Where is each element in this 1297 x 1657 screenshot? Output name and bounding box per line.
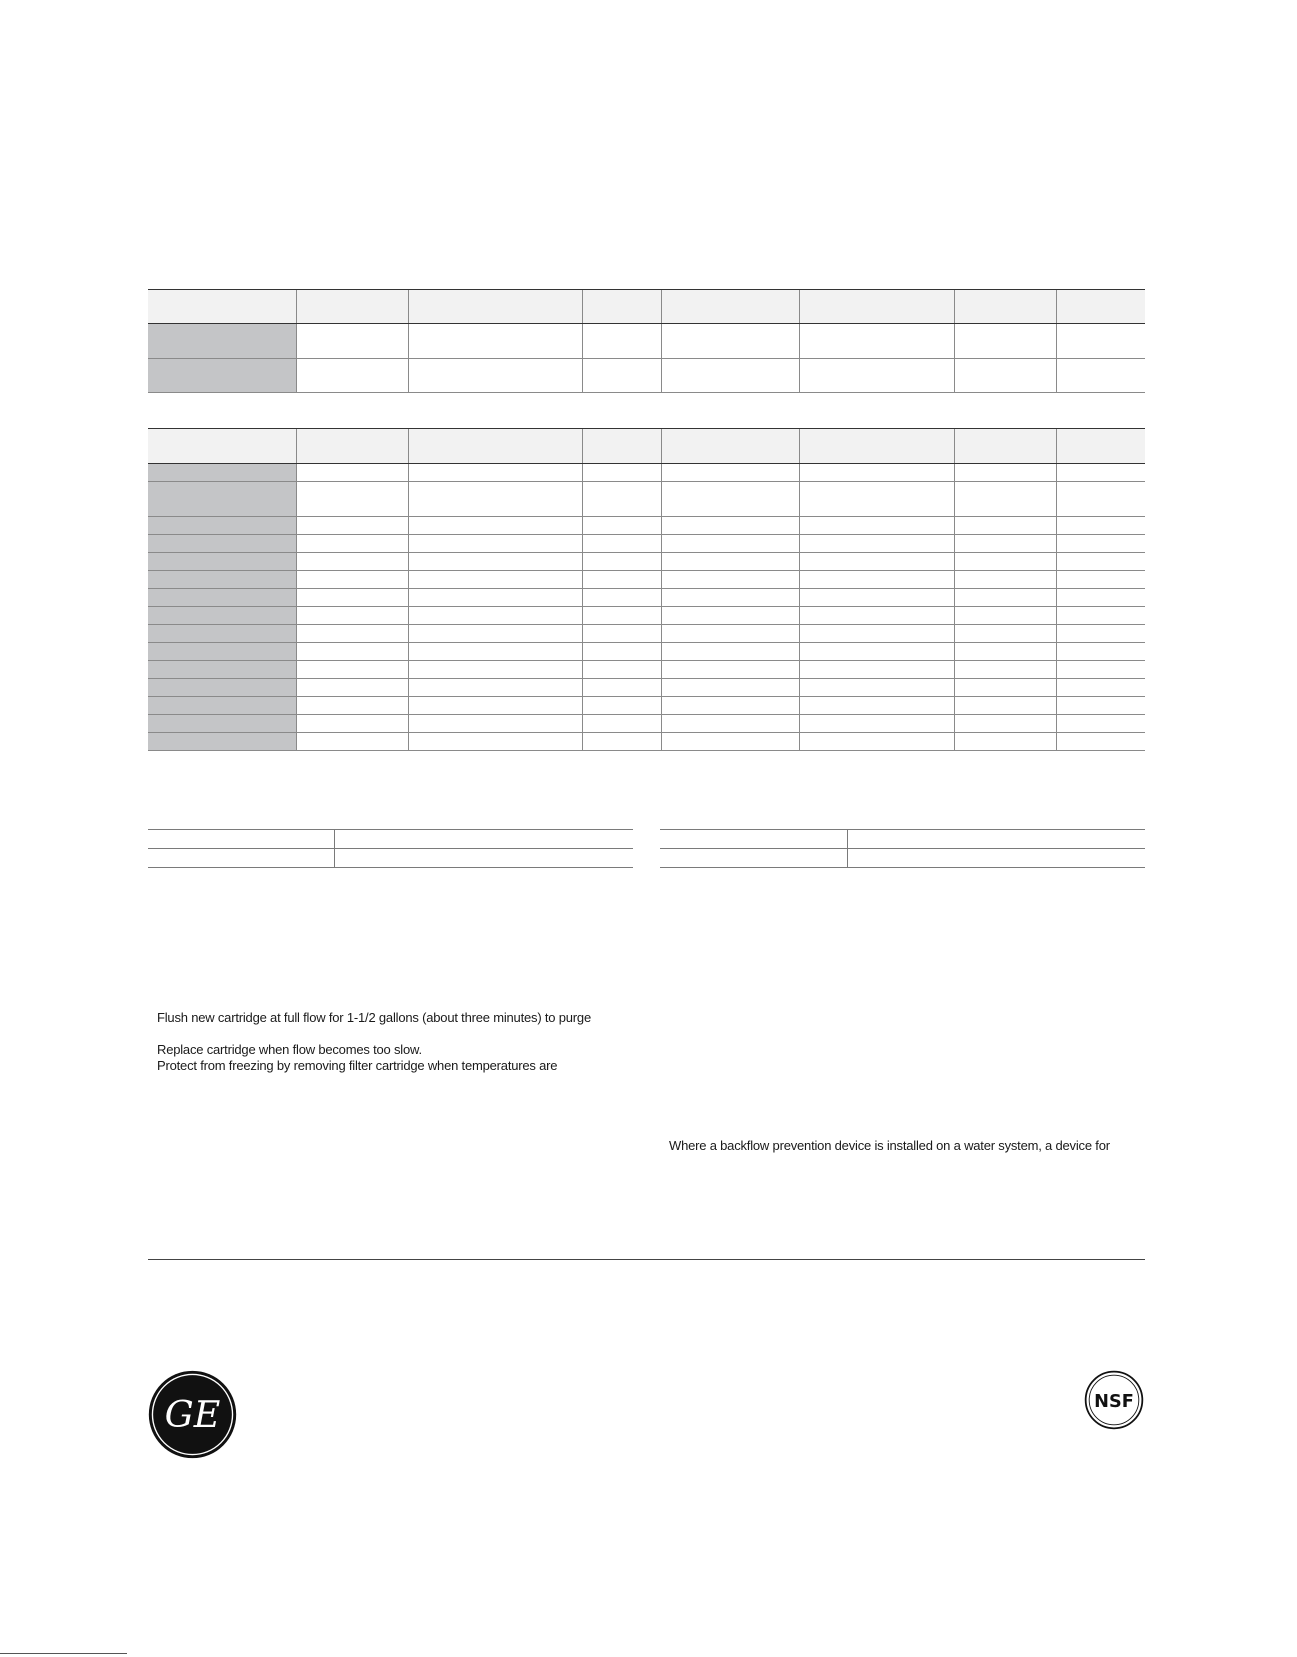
backflow-note: Where a backflow prevention device is installed on a water system, a device for xyxy=(669,1138,1110,1153)
table-row xyxy=(660,849,1145,868)
divider xyxy=(148,1259,1145,1260)
instruction-replace: Replace cartridge when flow becomes too slow. xyxy=(157,1042,422,1057)
table-row xyxy=(148,643,1145,661)
table-row xyxy=(148,482,1145,517)
ge-logo xyxy=(147,1369,238,1460)
table-row xyxy=(148,589,1145,607)
table-row xyxy=(148,733,1145,751)
table-row xyxy=(148,830,633,849)
table-header-row xyxy=(148,290,1145,324)
table-header-row xyxy=(148,429,1145,464)
instruction-flush: Flush new cartridge at full flow for 1-1/2 gallons (about three minutes) to purge xyxy=(157,1010,591,1025)
table-row xyxy=(148,535,1145,553)
table-row xyxy=(148,661,1145,679)
table-row xyxy=(148,464,1145,482)
table-row xyxy=(148,679,1145,697)
table-row xyxy=(148,359,1145,393)
performance-table-2 xyxy=(148,428,1145,751)
svg-text:NSF: NSF xyxy=(1094,1392,1134,1413)
table-row xyxy=(148,324,1145,359)
table-row xyxy=(148,697,1145,715)
table-row xyxy=(148,607,1145,625)
instruction-freeze: Protect from freezing by removing filter cartridge when temperatures are xyxy=(157,1058,558,1073)
table-row xyxy=(148,571,1145,589)
bottom-edge-fragment xyxy=(0,1653,127,1654)
table-row xyxy=(148,849,633,868)
table-row xyxy=(148,553,1145,571)
table-row xyxy=(148,517,1145,535)
spec-table-left xyxy=(148,829,633,868)
performance-table-1 xyxy=(148,289,1145,393)
table-row xyxy=(660,830,1145,849)
nsf-logo xyxy=(1083,1369,1145,1431)
spec-table-right xyxy=(660,829,1145,868)
table-row xyxy=(148,625,1145,643)
svg-text:GE: GE xyxy=(164,1393,221,1437)
table-row xyxy=(148,715,1145,733)
